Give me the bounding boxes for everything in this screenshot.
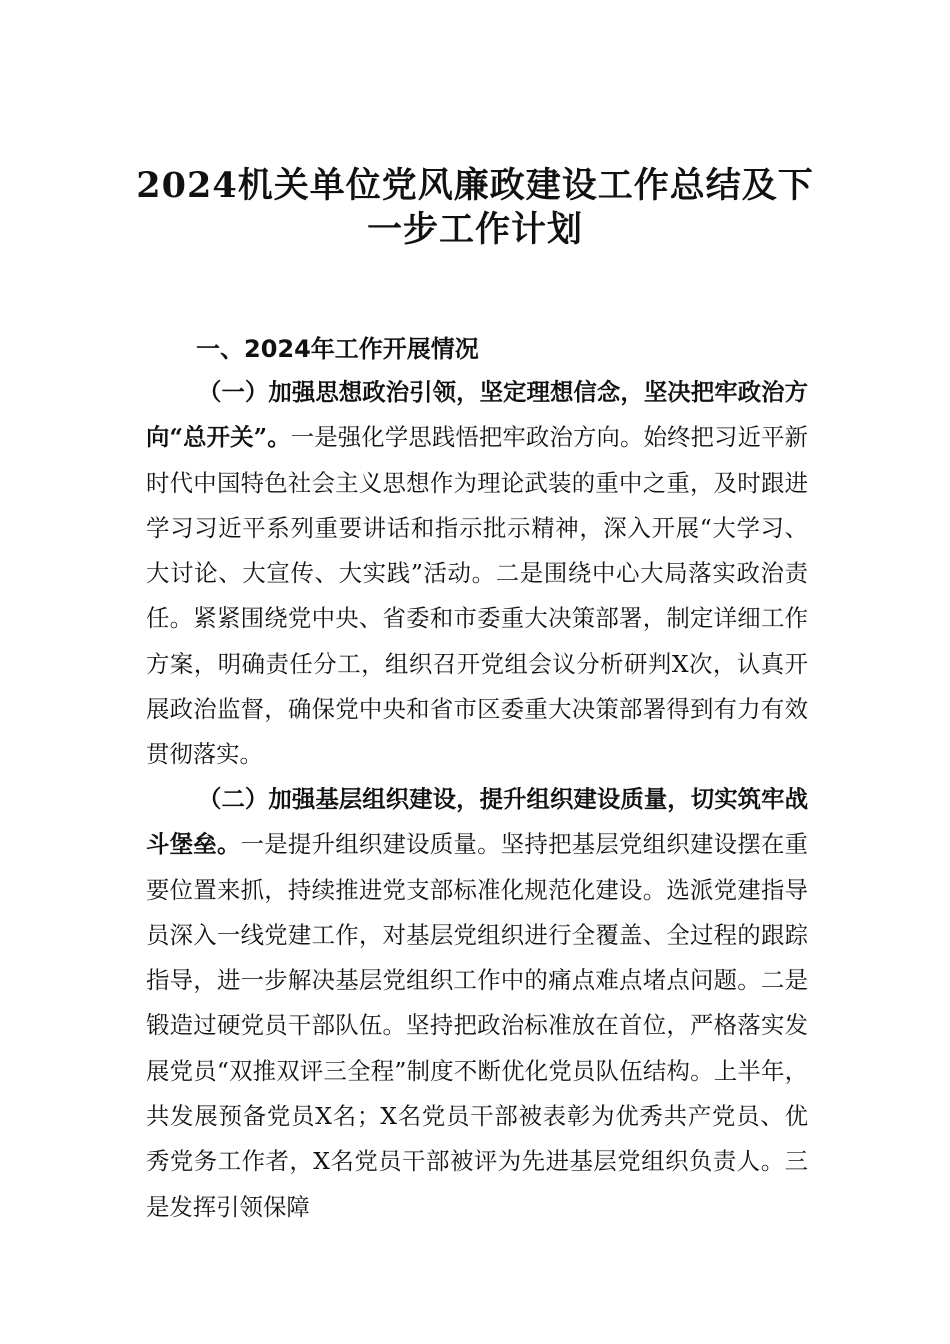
paragraph-1-body: 一是强化学思践悟把牢政治方向。始终把习近平新时代中国特色社会主义思想作为理论武装的重中之重，及时跟进学习习近平系列重要讲话和指示批示精神，深入开展“大学习、大讨论、大宣传、大实践”活动。二是围绕中心大局落实政治责任。紧紧围绕党中央、省委和市委重大决策部署，制定详细工作方案，明确责任分工，组织召开党组会议分析研判X次，认真开展政治监督，确保党中央和省市区委重大决策部署得到有力有效贯彻落实。 xyxy=(146,423,808,769)
paragraph-2-lead: （二）加强基层组织建设，提升组织建设质量，切实筑牢战斗堡垒。 xyxy=(146,785,808,859)
paragraph-2-body: 一是提升组织建设质量。坚持把基层党组织建设摆在重要位置来抓，持续推进党支部标准化规范化建设。选派党建指导员深入一线党建工作，对基层党组织进行全覆盖、全过程的跟踪指导，进一步解决基层党组织工作中的痛点难点堵点问题。二是锻造过硬党员干部队伍。坚持把政治标准放在首位，严格落实发展党员“双推双评三全程”制度不断优化党员队伍结构。上半年，共发展预备党员X名；X名党员干部被表彰为优秀共产党员、优秀党务工作者，X名党员干部被评为先进基层党组织负责人。三是发挥引领保障 xyxy=(146,830,808,1221)
paragraph-1-lead: （一）加强思想政治引领，坚定理想信念，坚决把牢政治方向“总开关”。 xyxy=(146,378,808,452)
document-title-line-1: 2024机关单位党风廉政建设工作总结及下 xyxy=(136,165,814,206)
paragraph-2 xyxy=(146,777,808,1230)
document-title-line-2: 一步工作计划 xyxy=(366,209,583,250)
paragraph-1 xyxy=(146,370,808,778)
section-heading: 一、2024年工作开展情况 xyxy=(196,335,479,363)
